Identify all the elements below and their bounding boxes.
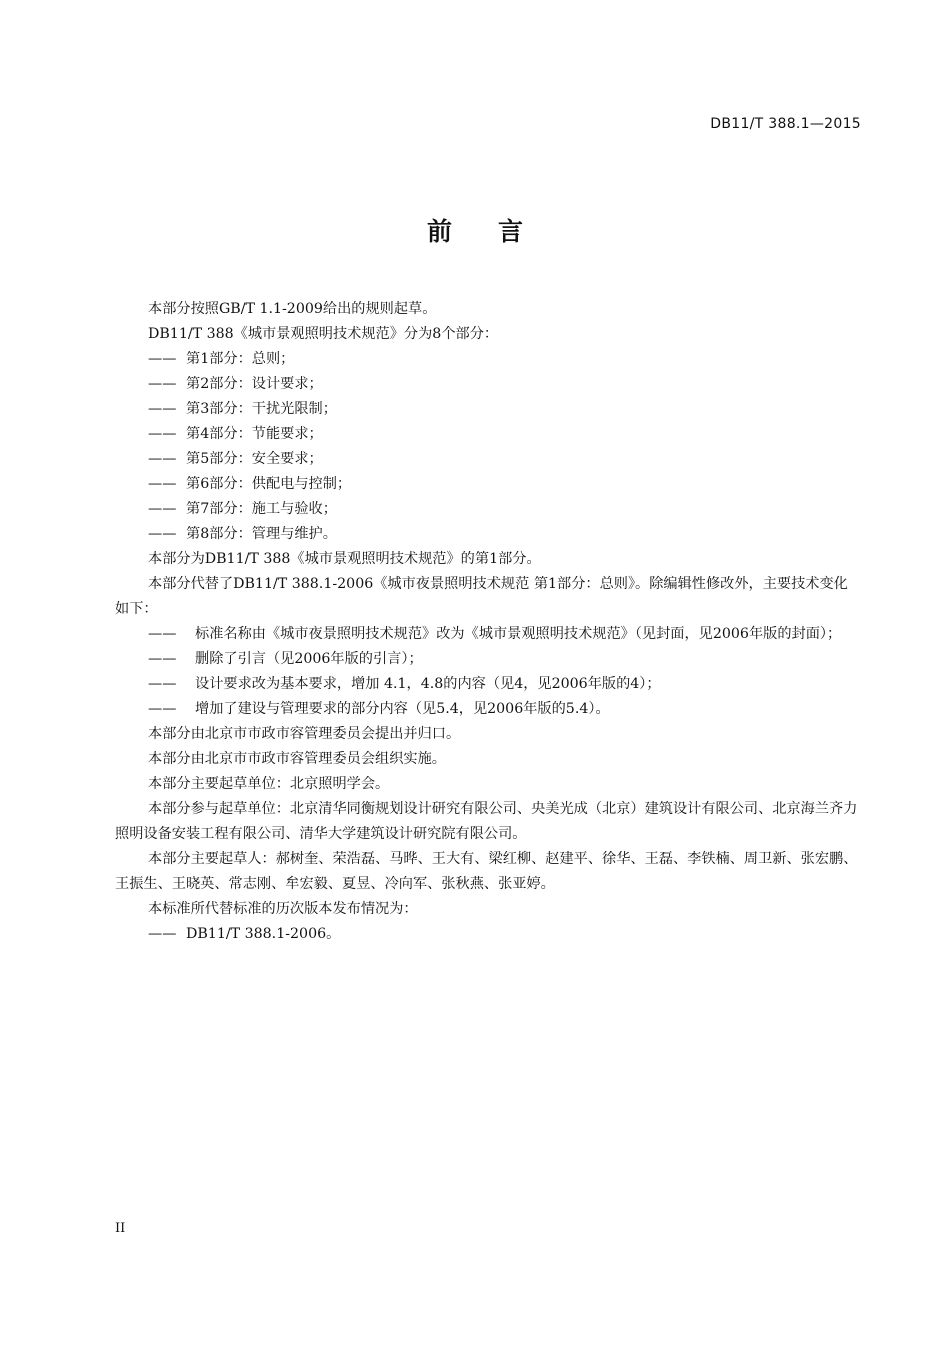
paragraph: 本部分代替了DB11/T 388.1-2006《城市夜景照明技术规范 第1部分：总则》。除编辑性修改外，主要技术变化如下： bbox=[115, 576, 848, 617]
dash-mark: —— bbox=[148, 476, 177, 492]
list-item bbox=[148, 397, 861, 422]
paragraph: DB11/T 388《城市景观照明技术规范》分为8个部分： bbox=[148, 326, 499, 342]
paragraph: 本部分主要起草人：郝树奎、荣浩磊、马晔、王大有、梁红柳、赵建平、徐华、王磊、李铁楠、周卫新、张宏鹏、王振生、王晓英、常志刚、牟宏毅、夏昱、冷向军、张秋燕、张亚婷。 bbox=[115, 851, 858, 892]
list-item-text: 第4部分：节能要求； bbox=[186, 426, 323, 442]
change-item bbox=[115, 672, 861, 697]
change-item bbox=[115, 622, 861, 647]
dash-mark: —— bbox=[148, 501, 177, 517]
page-title: 前言 bbox=[426, 217, 569, 246]
dash-mark: —— bbox=[148, 701, 177, 717]
list-item bbox=[148, 472, 861, 497]
paragraph: 本部分参与起草单位：北京清华同衡规划设计研究有限公司、央美光成（北京）建筑设计有限公司、北京海兰齐力照明设备安装工程有限公司、清华大学建筑设计研究院有限公司。 bbox=[115, 801, 858, 842]
paragraph: 本部分主要起草单位：北京照明学会。 bbox=[148, 776, 390, 792]
list-item bbox=[148, 372, 861, 397]
dash-mark: —— bbox=[148, 676, 177, 692]
paragraph: 本部分为DB11/T 388《城市景观照明技术规范》的第1部分。 bbox=[148, 551, 541, 567]
paragraph: 本部分由北京市市政市容管理委员会提出并归口。 bbox=[148, 726, 461, 742]
list-item-text: 第1部分：总则； bbox=[186, 351, 295, 367]
paragraph: 本标准所代替标准的历次版本发布情况为： bbox=[148, 901, 418, 917]
paragraph: 本部分由北京市市政市容管理委员会组织实施。 bbox=[148, 751, 446, 767]
page-number: II bbox=[115, 1221, 126, 1236]
list-item-text: DB11/T 388.1-2006。 bbox=[186, 926, 341, 942]
list-item bbox=[148, 347, 861, 372]
list-item-text: 第5部分：安全要求； bbox=[186, 451, 323, 467]
list-item-text: 第6部分：供配电与控制； bbox=[186, 476, 352, 492]
list-item bbox=[148, 447, 861, 472]
change-item bbox=[115, 647, 861, 672]
dash-mark: —— bbox=[148, 351, 177, 367]
document-body bbox=[115, 297, 861, 947]
dash-mark: —— bbox=[148, 626, 177, 642]
list-item-text: 第7部分：施工与验收； bbox=[186, 501, 337, 517]
change-item-text: 删除了引言（见2006年版的引言）； bbox=[195, 651, 423, 667]
list-item bbox=[148, 422, 861, 447]
dash-mark: —— bbox=[148, 926, 177, 942]
dash-mark: —— bbox=[148, 451, 177, 467]
dash-mark: —— bbox=[148, 376, 177, 392]
list-item bbox=[148, 922, 861, 947]
list-item-text: 第3部分：干扰光限制； bbox=[186, 401, 337, 417]
change-item-text: 设计要求改为基本要求，增加 4.1，4.8的内容（见4，见2006年版的4）； bbox=[195, 676, 661, 692]
list-item-text: 第8部分：管理与维护。 bbox=[186, 526, 337, 542]
change-item bbox=[115, 697, 861, 722]
dash-mark: —— bbox=[148, 651, 177, 667]
dash-mark: —— bbox=[148, 401, 177, 417]
change-item-text: 标准名称由《城市夜景照明技术规范》改为《城市景观照明技术规范》（见封面，见2006年版的封面）； bbox=[195, 626, 842, 642]
change-item-text: 增加了建设与管理要求的部分内容（见5.4，见2006年版的5.4）。 bbox=[195, 701, 610, 717]
list-item-text: 第2部分：设计要求； bbox=[186, 376, 323, 392]
dash-mark: —— bbox=[148, 426, 177, 442]
dash-mark: —— bbox=[148, 526, 177, 542]
paragraph: 本部分按照GB/T 1.1-2009给出的规则起草。 bbox=[148, 301, 437, 317]
list-item bbox=[148, 522, 861, 547]
document-code: DB11/T 388.1—2015 bbox=[710, 116, 861, 132]
list-item bbox=[148, 497, 861, 522]
